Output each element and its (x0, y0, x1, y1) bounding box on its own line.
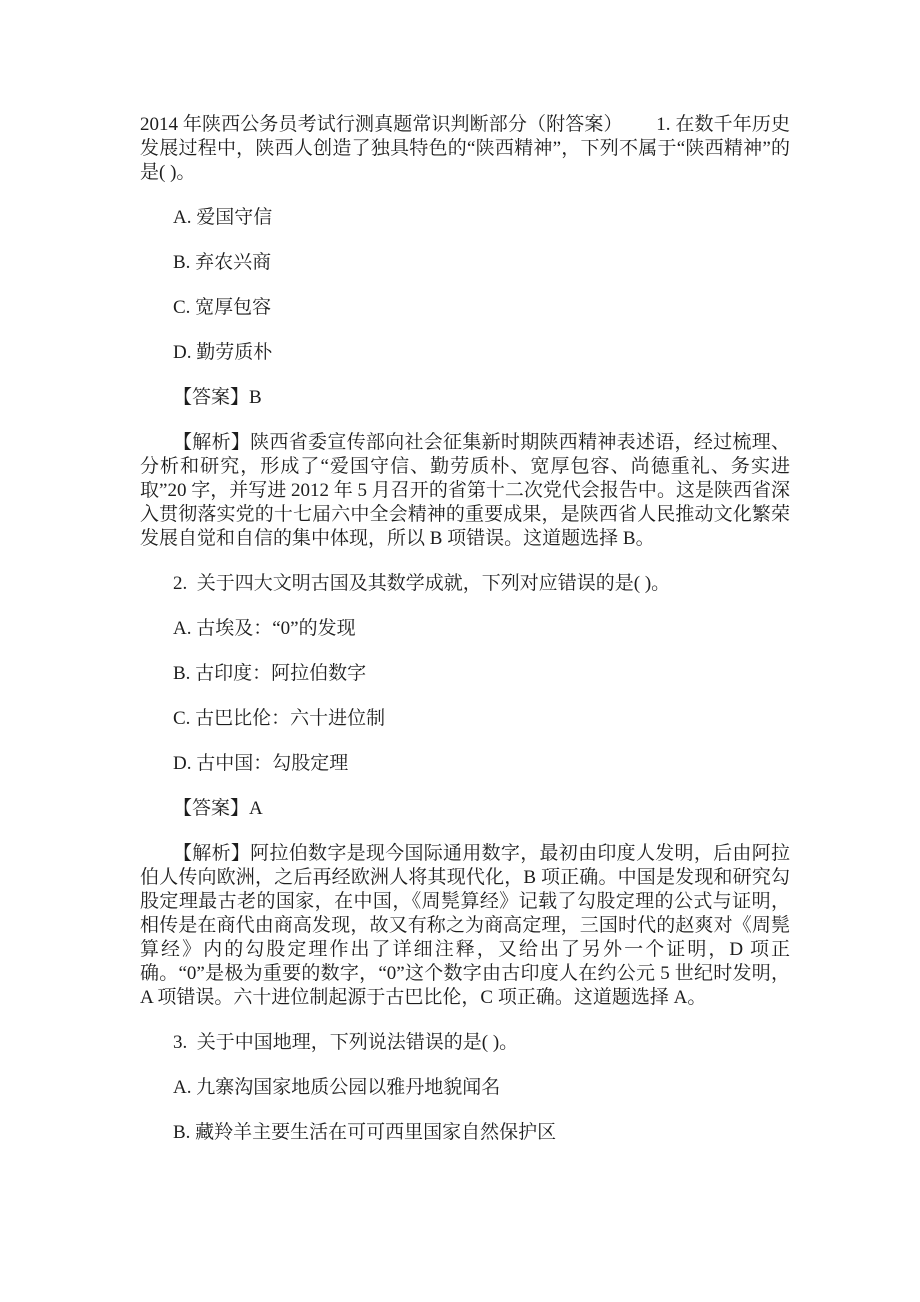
q3-option-a: A. 九寨沟国家地质公园以雅丹地貌闻名 (173, 1077, 501, 1098)
q1-option-b: B. 弃农兴商 (173, 252, 272, 273)
q1-analysis: 【解析】陕西省委宣传部向社会征集新时期陕西精神表述语，经过梳理、分析和研究，形成了“爱国守信、勤劳质朴、宽厚包容、尚德重礼、务实进取”20 字，并写进 2012 年 5 月召开的省第十二次党代会报告中。这是陕西省深入贯彻落实党的十七届六中全会精神的重要成果，是陕西省人民推动文化繁荣发展自觉和自信的集中体现，所以 B 项错误。这道题选择 B。 (140, 432, 790, 549)
q2-option-a: A. 古埃及：“0”的发现 (173, 618, 356, 639)
question-2: 2. 关于四大文明古国及其数学成就，下列对应错误的是( )。 (173, 573, 671, 594)
q2-option-b: B. 古印度：阿拉伯数字 (173, 663, 367, 684)
q1-answer: 【答案】B (173, 387, 262, 408)
q2-answer: 【答案】A (173, 798, 263, 819)
question-3: 3. 关于中国地理，下列说法错误的是( )。 (173, 1032, 519, 1053)
q1-option-a: A. 爱国守信 (173, 207, 273, 228)
q1-option-c: C. 宽厚包容 (173, 297, 272, 318)
q2-option-c: C. 古巴比伦：六十进位制 (173, 708, 386, 729)
q2-option-d: D. 古中国：勾股定理 (173, 753, 349, 774)
q1-option-d: D. 勤劳质朴 (173, 342, 273, 363)
q3-option-b: B. 藏羚羊主要生活在可可西里国家自然保护区 (173, 1122, 557, 1143)
q2-analysis: 【解析】阿拉伯数字是现今国际通用数字，最初由印度人发明，后由阿拉伯人传向欧洲，之后再经欧洲人将其现代化，B 项正确。中国是发现和研究勾股定理最古老的国家，在中国，《周髨算经》记载了勾股定理的公式与证明，相传是在商代由商高发现，故又有称之为商高定理，三国时代的赵爽对《周髨算经》内的勾股定理作出了详细注释，又给出了另外一个证明，D 项正确。“0”是极为重要的数字，“0”这个数字由古印度人在约公元 5 世纪时发明，A 项错误。六十进位制起源于古巴比伦，C 项正确。这道题选择 A。 (140, 843, 790, 1008)
doc-title-and-question-1: 2014 年陕西公务员考试行测真题常识判断部分（附答案） 1. 在数千年历史发展过程中，陕西人创造了独具特色的“陕西精神”，下列不属于“陕西精神”的是( )。 (140, 114, 790, 183)
